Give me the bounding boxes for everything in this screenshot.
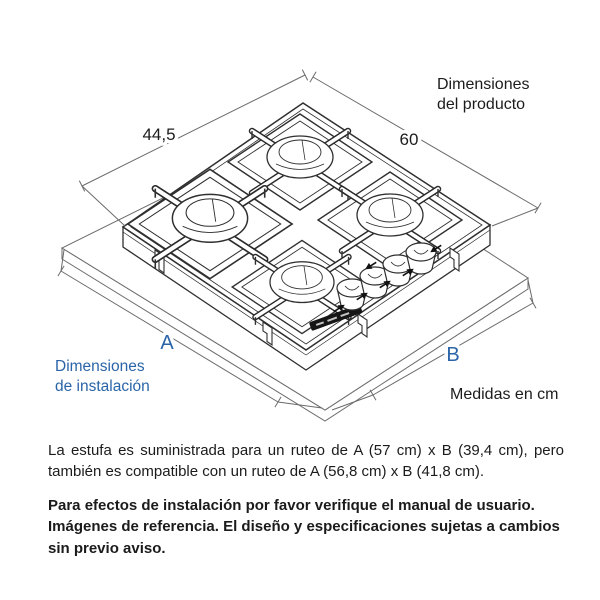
dim-depth-label: 44,5 — [142, 125, 176, 144]
product-dims-label-line2: del producto — [437, 96, 526, 113]
units-note: Medidas en cm — [450, 386, 559, 403]
routing-paragraph: La estufa es suministrada para un ruteo de A (57 cm) x B (39,4 cm), pero también es compatible con un ruteo de A (56,8 cm) x B (41,8 cm). — [48, 442, 564, 481]
dim-width-label: 60 — [399, 130, 419, 149]
install-dims-label-line1: Dimensiones — [55, 358, 145, 375]
dim-b-label: B — [446, 344, 460, 366]
dim-a-label: A — [160, 332, 174, 354]
disclaimer-paragraph: Para efectos de instalación por favor verifique el manual de usuario. Imágenes de referencia. El diseño y especificaciones sujetas a cambios sin previo aviso. — [48, 496, 560, 558]
body-copy — [48, 440, 564, 560]
product-dims-label-line1: Dimensiones — [437, 76, 530, 93]
install-dims-label-line2: de instalación — [55, 378, 150, 395]
